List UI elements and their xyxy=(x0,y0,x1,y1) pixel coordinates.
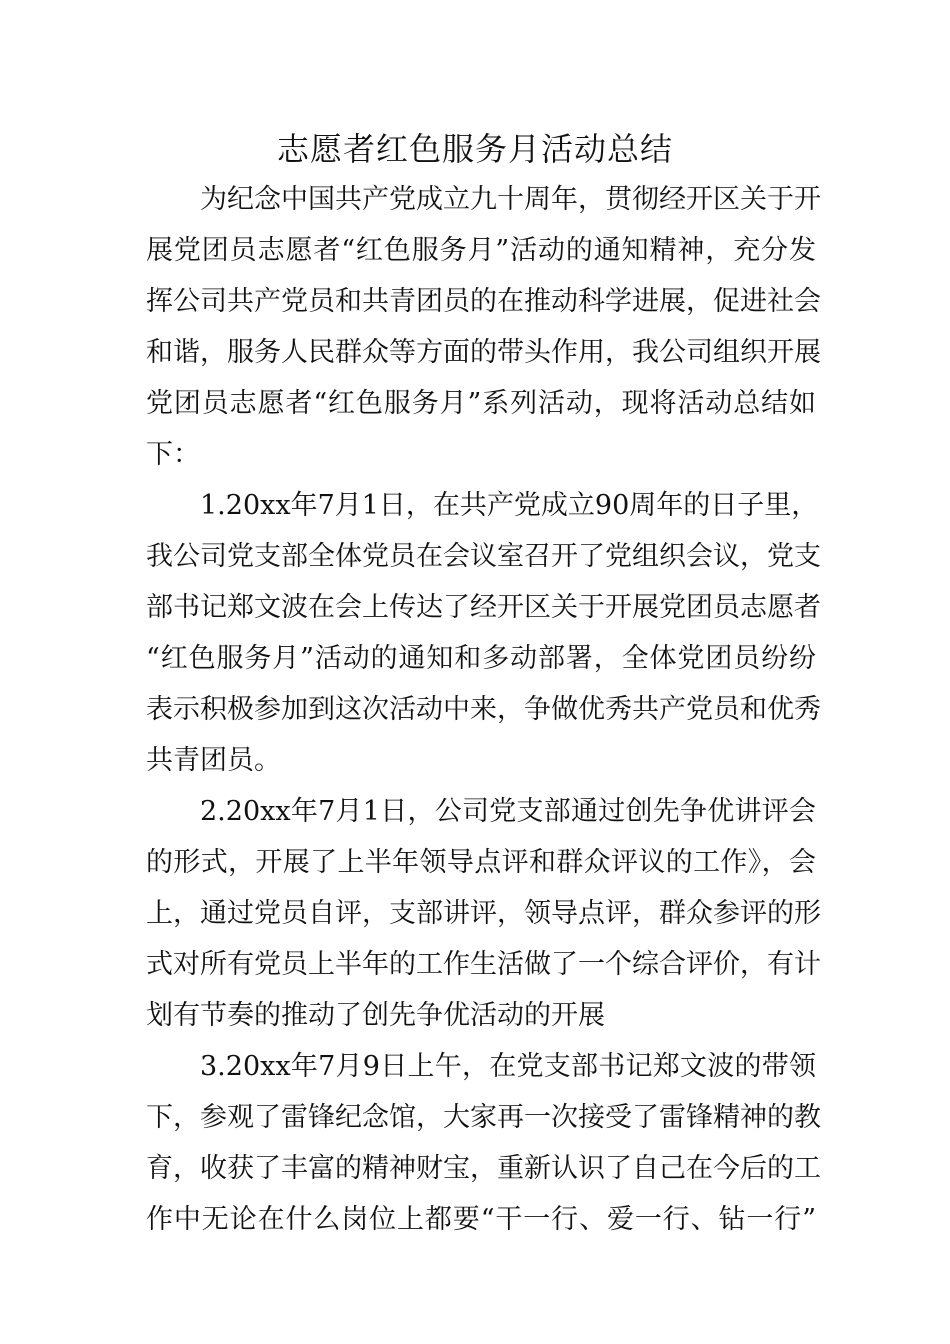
paragraph-4-line-1: 3.20xx年7月9日上午，在党支部书记郑文波的带领 xyxy=(200,1051,816,1082)
paragraph-1-line-5: 党团员志愿者“红色服务月”系列活动，现将活动总结如 xyxy=(146,388,816,419)
paragraph-1-line-3: 挥公司共产党员和共青团员的在推动科学进展，促进社会 xyxy=(146,286,821,317)
paragraph-4-line-2: 下，参观了雷锋纪念馆，大家再一次接受了雷锋精神的教 xyxy=(146,1102,821,1133)
paragraph-1-line-2: 展党团员志愿者“红色服务月”活动的通知精神，充分发 xyxy=(146,235,816,266)
paragraph-4-line-4: 作中无论在什么岗位上都要“干一行、爱一行、钻一行” xyxy=(146,1204,816,1235)
paragraph-1-line-1: 为纪念中国共产党成立九十周年，贯彻经开区关于开 xyxy=(200,184,821,215)
paragraph-3-line-4: 式对所有党员上半年的工作生活做了一个综合评价，有计 xyxy=(146,949,821,980)
paragraph-2-line-6: 共青团员。 xyxy=(146,745,281,776)
paragraph-3-line-2: 的形式，开展了上半年领导点评和群众评议的工作》，会 xyxy=(146,847,816,878)
paragraph-2-line-2: 我公司党支部全体党员在会议室召开了党组织会议，党支 xyxy=(146,541,821,572)
paragraph-4-line-3: 育，收获了丰富的精神财宝，重新认识了自己在今后的工 xyxy=(146,1153,821,1184)
paragraph-3-line-1: 2.20xx年7月1日，公司党支部通过创先争优讲评会 xyxy=(200,796,816,827)
paragraph-3-line-5: 划有节奏的推动了创先争优活动的开展 xyxy=(146,1000,605,1031)
paragraph-2-line-5: 表示积极参加到这次活动中来，争做优秀共产党员和优秀 xyxy=(146,694,821,725)
paragraph-2-line-4: “红色服务月”活动的通知和多动部署，全体党团员纷纷 xyxy=(146,643,816,674)
paragraph-1-line-6: 下： xyxy=(146,439,200,470)
paragraph-1-line-4: 和谐，服务人民群众等方面的带头作用，我公司组织开展 xyxy=(146,337,821,368)
document-title: 志愿者红色服务月活动总结 xyxy=(276,130,673,168)
paragraph-3-line-3: 上，通过党员自评，支部讲评，领导点评，群众参评的形 xyxy=(146,898,821,929)
paragraph-2-line-1: 1.20xx年7月1日，在共产党成立90周年的日子里， xyxy=(200,490,819,521)
paragraph-2-line-3: 部书记郑文波在会上传达了经开区关于开展党团员志愿者 xyxy=(146,592,821,623)
